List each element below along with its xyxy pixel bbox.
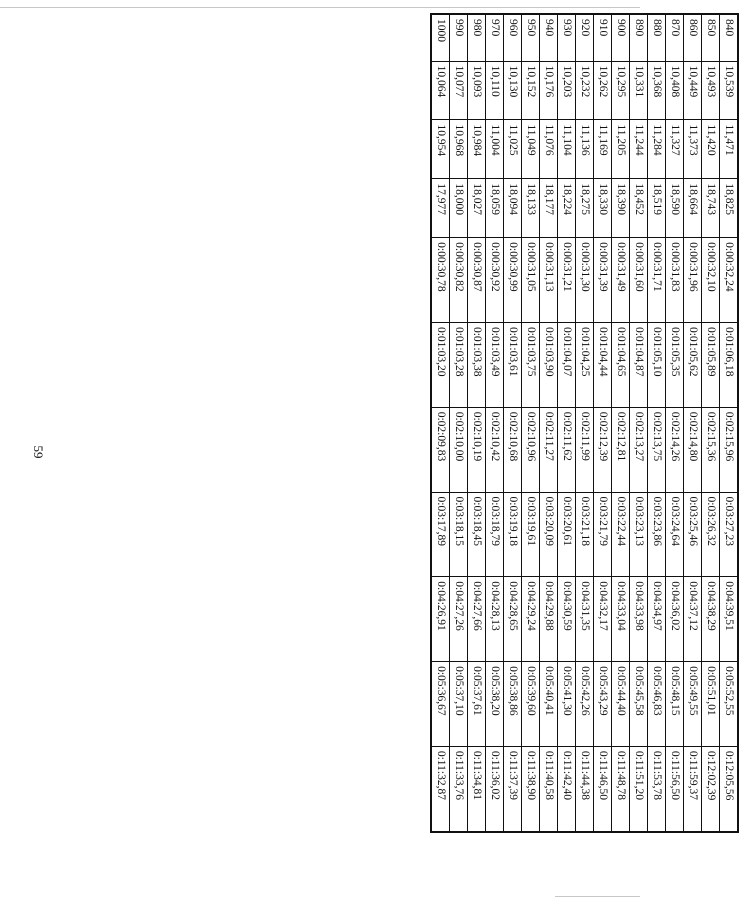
table-cell: 10,408: [666, 61, 684, 120]
table-cell: 10,176: [540, 61, 558, 120]
table-cell: 0:05:42,26: [576, 662, 594, 747]
table-cell: 870: [666, 14, 684, 61]
table-cell: 980: [468, 14, 486, 61]
table-cell: 0:03:19,18: [504, 492, 522, 577]
table-row: [468, 14, 486, 832]
table-cell: 0:02:15,96: [720, 407, 739, 492]
table-cell: 0:01:04,07: [558, 322, 576, 407]
scan-edge-top: [0, 7, 640, 8]
table-cell: 0:03:19,61: [522, 492, 540, 577]
table-cell: 1000: [431, 14, 450, 61]
table-cell: 0:04:28,13: [486, 577, 504, 662]
table-cell: 10,295: [612, 61, 630, 120]
table-row: [558, 14, 576, 832]
table-cell: 0:03:18,15: [450, 492, 468, 577]
table-cell: 0:00:31,05: [522, 238, 540, 323]
table-cell: 11,169: [594, 120, 612, 179]
table-cell: 0:03:22,44: [612, 492, 630, 577]
table-cell: 0:02:09,83: [431, 407, 450, 492]
table-cell: 0:04:33,04: [612, 577, 630, 662]
table-cell: 0:05:40,41: [540, 662, 558, 747]
table-row: [486, 14, 504, 832]
table-cell: 10,368: [648, 61, 666, 120]
table-cell: 0:04:30,59: [558, 577, 576, 662]
table-cell: 0:11:48,78: [612, 746, 630, 832]
table-cell: 0:02:11,99: [576, 407, 594, 492]
table-cell: 0:00:31,39: [594, 238, 612, 323]
table-cell: 0:11:53,78: [648, 746, 666, 832]
table-cell: 10,203: [558, 61, 576, 120]
table-row: [504, 14, 522, 832]
table-cell: 11,104: [558, 120, 576, 179]
table-cell: 0:05:52,55: [720, 662, 739, 747]
table-cell: 0:00:30,87: [468, 238, 486, 323]
table-row: [431, 14, 450, 832]
table-cell: 11,205: [612, 120, 630, 179]
table-row: [576, 14, 594, 832]
table-cell: 0:05:43,29: [594, 662, 612, 747]
table-cell: 0:04:34,97: [648, 577, 666, 662]
table-cell: 0:11:56,50: [666, 746, 684, 832]
table-cell: 0:00:31,60: [630, 238, 648, 323]
data-table-container: [435, 13, 739, 833]
table-cell: 0:11:32,87: [431, 746, 450, 832]
table-cell: 10,984: [468, 120, 486, 179]
table-cell: 0:00:31,49: [612, 238, 630, 323]
table-body: [431, 14, 738, 832]
table-cell: 940: [540, 14, 558, 61]
table-row: [450, 14, 468, 832]
table-cell: 0:01:03,49: [486, 322, 504, 407]
table-cell: 18,664: [684, 179, 702, 238]
table-cell: 11,004: [486, 120, 504, 179]
table-row: [594, 14, 612, 832]
table-cell: 0:01:03,28: [450, 322, 468, 407]
table-cell: 0:05:48,15: [666, 662, 684, 747]
table-cell: 0:03:21,18: [576, 492, 594, 577]
data-table: [430, 13, 739, 833]
table-cell: 0:02:12,39: [594, 407, 612, 492]
table-cell: 0:04:29,88: [540, 577, 558, 662]
table-row: [522, 14, 540, 832]
table-cell: 920: [576, 14, 594, 61]
table-cell: 0:05:51,01: [702, 662, 720, 747]
table-cell: 0:00:30,99: [504, 238, 522, 323]
table-cell: 0:02:10,96: [522, 407, 540, 492]
table-cell: 0:05:45,58: [630, 662, 648, 747]
table-row: [720, 14, 739, 832]
table-cell: 850: [702, 14, 720, 61]
table-cell: 0:00:32,10: [702, 238, 720, 323]
table-row: [684, 14, 702, 832]
table-row: [666, 14, 684, 832]
table-cell: 11,049: [522, 120, 540, 179]
table-cell: 10,449: [684, 61, 702, 120]
table-cell: 0:00:31,83: [666, 238, 684, 323]
table-cell: 0:01:04,44: [594, 322, 612, 407]
table-cell: 0:01:03,61: [504, 322, 522, 407]
table-cell: 0:05:46,83: [648, 662, 666, 747]
table-cell: 18,743: [702, 179, 720, 238]
table-cell: 0:04:28,65: [504, 577, 522, 662]
table-cell: 0:01:05,10: [648, 322, 666, 407]
table-cell: 10,064: [431, 61, 450, 120]
table-cell: 0:00:31,13: [540, 238, 558, 323]
table-cell: 0:03:27,23: [720, 492, 739, 577]
table-cell: 0:00:31,71: [648, 238, 666, 323]
table-cell: 0:05:44,40: [612, 662, 630, 747]
table-cell: 11,025: [504, 120, 522, 179]
table-cell: 0:04:29,24: [522, 577, 540, 662]
table-cell: 0:03:23,86: [648, 492, 666, 577]
table-cell: 18,027: [468, 179, 486, 238]
table-cell: 11,327: [666, 120, 684, 179]
table-cell: 0:02:12,81: [612, 407, 630, 492]
table-cell: 0:00:30,92: [486, 238, 504, 323]
table-cell: 0:11:34,81: [468, 746, 486, 832]
table-cell: 0:05:37,10: [450, 662, 468, 747]
table-cell: 0:04:27,66: [468, 577, 486, 662]
table-cell: 0:03:25,46: [684, 492, 702, 577]
table-cell: 10,954: [431, 120, 450, 179]
table-cell: 18,825: [720, 179, 739, 238]
table-cell: 0:12:05,56: [720, 746, 739, 832]
table-cell: 0:00:31,30: [576, 238, 594, 323]
table-cell: 0:11:42,40: [558, 746, 576, 832]
table-cell: 18,094: [504, 179, 522, 238]
table-cell: 11,373: [684, 120, 702, 179]
table-cell: 930: [558, 14, 576, 61]
table-cell: 18,059: [486, 179, 504, 238]
table-cell: 0:04:27,26: [450, 577, 468, 662]
table-cell: 0:01:03,38: [468, 322, 486, 407]
table-cell: 0:02:10,42: [486, 407, 504, 492]
table-cell: 11,136: [576, 120, 594, 179]
table-cell: 10,493: [702, 61, 720, 120]
table-cell: 18,177: [540, 179, 558, 238]
table-cell: 0:03:21,79: [594, 492, 612, 577]
table-cell: 11,244: [630, 120, 648, 179]
table-cell: 0:01:03,20: [431, 322, 450, 407]
table-cell: 0:01:03,75: [522, 322, 540, 407]
table-cell: 10,110: [486, 61, 504, 120]
table-cell: 0:01:06,18: [720, 322, 739, 407]
table-cell: 10,331: [630, 61, 648, 120]
table-cell: 10,152: [522, 61, 540, 120]
table-cell: 18,452: [630, 179, 648, 238]
table-cell: 0:01:05,89: [702, 322, 720, 407]
table-cell: 10,077: [450, 61, 468, 120]
table-cell: 10,130: [504, 61, 522, 120]
table-cell: 0:04:38,29: [702, 577, 720, 662]
table-cell: 0:04:39,51: [720, 577, 739, 662]
table-cell: 11,420: [702, 120, 720, 179]
table-cell: 10,968: [450, 120, 468, 179]
page-number: 59: [31, 445, 46, 459]
table-cell: 0:05:37,61: [468, 662, 486, 747]
table-cell: 0:11:37,39: [504, 746, 522, 832]
table-cell: 0:03:18,45: [468, 492, 486, 577]
table-cell: 0:03:17,89: [431, 492, 450, 577]
table-cell: 0:00:30,78: [431, 238, 450, 323]
table-cell: 0:02:14,26: [666, 407, 684, 492]
table-cell: 0:11:46,50: [594, 746, 612, 832]
table-cell: 910: [594, 14, 612, 61]
table-cell: 0:11:44,38: [576, 746, 594, 832]
table-cell: 18,224: [558, 179, 576, 238]
table-cell: 0:04:32,17: [594, 577, 612, 662]
table-cell: 18,275: [576, 179, 594, 238]
table-cell: 18,330: [594, 179, 612, 238]
table-cell: 0:02:13,75: [648, 407, 666, 492]
table-cell: 0:00:32,24: [720, 238, 739, 323]
table-cell: 0:01:05,62: [684, 322, 702, 407]
table-cell: 0:02:13,27: [630, 407, 648, 492]
table-cell: 0:03:23,13: [630, 492, 648, 577]
table-cell: 0:02:14,80: [684, 407, 702, 492]
table-cell: 11,284: [648, 120, 666, 179]
table-cell: 0:11:59,37: [684, 746, 702, 832]
table-cell: 0:05:38,20: [486, 662, 504, 747]
table-row: [648, 14, 666, 832]
table-row: [630, 14, 648, 832]
table-cell: 0:04:31,35: [576, 577, 594, 662]
table-cell: 0:02:10,19: [468, 407, 486, 492]
table-row: [540, 14, 558, 832]
table-cell: 960: [504, 14, 522, 61]
table-cell: 0:03:20,09: [540, 492, 558, 577]
table-cell: 18,000: [450, 179, 468, 238]
table-cell: 860: [684, 14, 702, 61]
table-cell: 0:02:11,62: [558, 407, 576, 492]
table-cell: 0:03:24,64: [666, 492, 684, 577]
table-cell: 0:12:02,39: [702, 746, 720, 832]
table-cell: 990: [450, 14, 468, 61]
table-cell: 11,076: [540, 120, 558, 179]
table-cell: 17,977: [431, 179, 450, 238]
table-cell: 0:11:33,76: [450, 746, 468, 832]
table-cell: 0:02:10,68: [504, 407, 522, 492]
table-cell: 0:01:03,90: [540, 322, 558, 407]
table-cell: 18,519: [648, 179, 666, 238]
table-cell: 0:02:10,00: [450, 407, 468, 492]
table-cell: 0:01:04,65: [612, 322, 630, 407]
table-cell: 0:01:05,35: [666, 322, 684, 407]
table-cell: 880: [648, 14, 666, 61]
table-cell: 840: [720, 14, 739, 61]
table-cell: 10,262: [594, 61, 612, 120]
table-cell: 0:05:41,30: [558, 662, 576, 747]
table-cell: 950: [522, 14, 540, 61]
table-cell: 18,390: [612, 179, 630, 238]
table-cell: 0:04:26,91: [431, 577, 450, 662]
table-cell: 0:00:30,82: [450, 238, 468, 323]
table-cell: 0:04:33,98: [630, 577, 648, 662]
table-cell: 0:03:18,79: [486, 492, 504, 577]
table-cell: 0:05:38,86: [504, 662, 522, 747]
table-cell: 0:05:39,60: [522, 662, 540, 747]
table-cell: 0:11:40,58: [540, 746, 558, 832]
table-cell: 900: [612, 14, 630, 61]
table-cell: 0:00:31,21: [558, 238, 576, 323]
table-cell: 11,471: [720, 120, 739, 179]
table-cell: 0:03:20,61: [558, 492, 576, 577]
table-cell: 0:04:37,12: [684, 577, 702, 662]
table-cell: 0:11:38,90: [522, 746, 540, 832]
table-cell: 10,093: [468, 61, 486, 120]
table-cell: 0:02:11,27: [540, 407, 558, 492]
table-cell: 970: [486, 14, 504, 61]
table-cell: 18,590: [666, 179, 684, 238]
table-cell: 890: [630, 14, 648, 61]
table-cell: 0:01:04,87: [630, 322, 648, 407]
table-cell: 0:04:36,02: [666, 577, 684, 662]
table-cell: 18,133: [522, 179, 540, 238]
table-cell: 0:11:36,02: [486, 746, 504, 832]
scan-edge-bottom: [555, 896, 640, 897]
table-cell: 0:05:36,67: [431, 662, 450, 747]
table-cell: 10,539: [720, 61, 739, 120]
table-cell: 0:05:49,55: [684, 662, 702, 747]
table-row: [612, 14, 630, 832]
table-cell: 0:02:15,36: [702, 407, 720, 492]
table-cell: 0:00:31,96: [684, 238, 702, 323]
table-row: [702, 14, 720, 832]
table-cell: 0:11:51,20: [630, 746, 648, 832]
table-cell: 0:03:26,32: [702, 492, 720, 577]
table-cell: 0:01:04,25: [576, 322, 594, 407]
table-cell: 10,232: [576, 61, 594, 120]
